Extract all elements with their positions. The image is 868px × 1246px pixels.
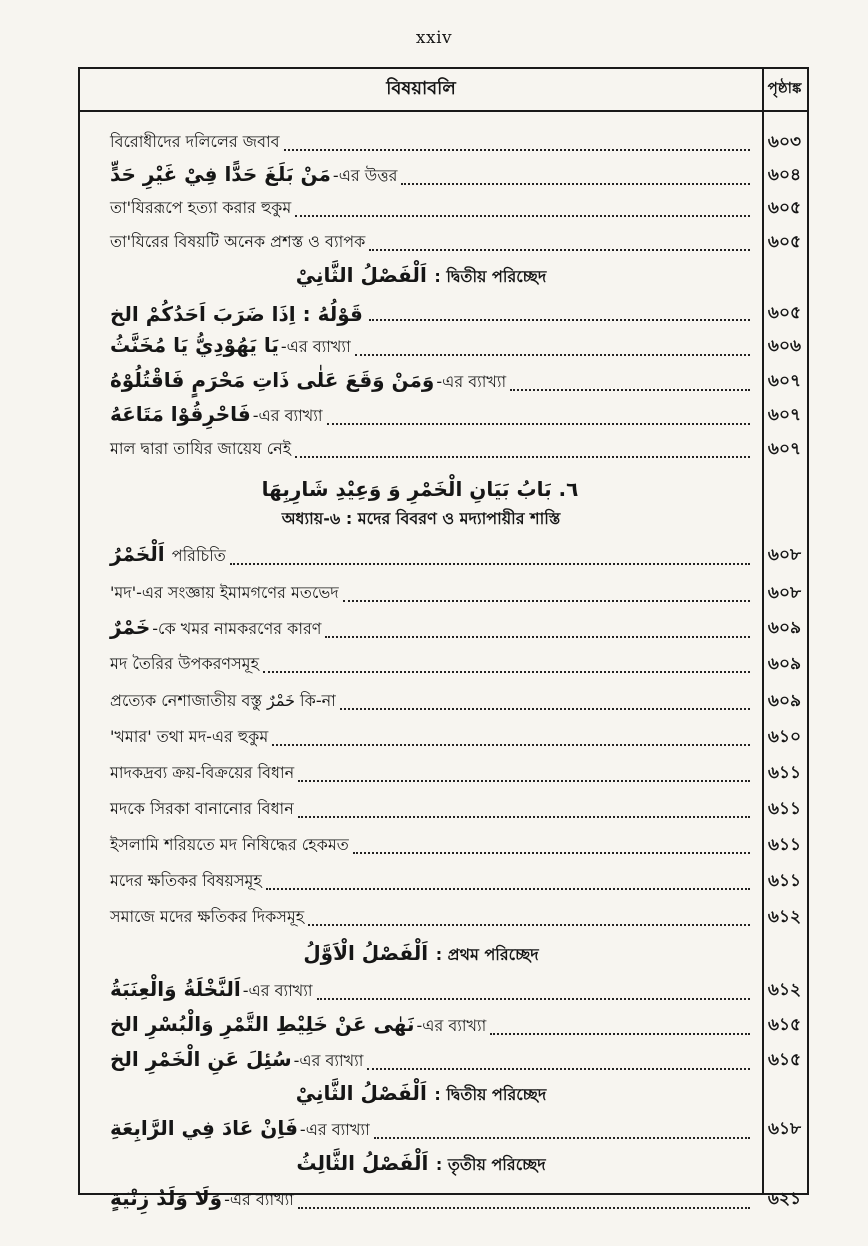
dot-leader <box>298 779 750 782</box>
entry-text <box>110 162 397 190</box>
entry-title <box>80 542 762 570</box>
dot-leader <box>298 815 750 818</box>
bengali-text: -এর ব্যাখ্যা <box>416 1015 487 1035</box>
toc-entry <box>80 974 807 1007</box>
entry-title <box>80 436 762 463</box>
entry-text <box>110 436 291 463</box>
bengali-text: -এর ব্যাখ্যা <box>299 1119 370 1139</box>
arabic-phrase: خَمْرٌ <box>110 614 151 639</box>
entry-text <box>110 333 351 361</box>
entry-title <box>80 129 762 156</box>
entry-title <box>80 1012 762 1040</box>
entry-page-number: ৬০৫ <box>767 197 802 218</box>
toc-entry <box>80 612 807 645</box>
bengali-text: : দ্বিতীয় পরিচ্ছেদ <box>428 267 547 286</box>
section-heading <box>80 1081 762 1109</box>
arabic-phrase: وَلَا وَلَدُ زِنْيَةٍ <box>110 1185 223 1210</box>
entry-text <box>110 977 313 1005</box>
entry-title <box>80 688 762 715</box>
entry-page-number: ৬১১ <box>767 870 802 891</box>
bengali-text: : দ্বিতীয় পরিচ্ছেদ <box>428 1085 547 1104</box>
entry-page-number: ৬১০ <box>767 726 802 747</box>
entry-text <box>110 368 506 396</box>
dot-leader <box>284 148 750 151</box>
entry-title <box>80 1186 762 1214</box>
entry-text <box>110 302 365 326</box>
bengali-text: সমাজে মদের ক্ষতিকর দিকসমূহ <box>110 907 305 926</box>
arabic-phrase: اَلنَّخْلَةُ وَالْعِنَبَةُ <box>110 976 241 1001</box>
bengali-text: -এর ব্যাখ্যা <box>252 405 323 425</box>
page-header: পৃষ্ঠাঙ্ক <box>767 79 802 97</box>
entry-text <box>110 651 259 678</box>
arabic-phrase: مَنْ بَلَغَ حَدًّا فِيْ غَيْرِ حَدٍّ <box>110 161 331 186</box>
toc-entry <box>80 126 807 159</box>
arabic-phrase: اَلْخَمْرُ <box>110 541 165 566</box>
arabic-phrase: نَهٰى عَنْ خَلِيْطِ التَّمْرِ وَالْبُسْرِ الخ <box>110 1011 415 1036</box>
dot-leader <box>343 599 750 602</box>
toc-entry <box>80 757 807 790</box>
entry-text <box>110 580 339 607</box>
entry-page-number: ৬০৭ <box>767 370 802 391</box>
toc-entry <box>80 1183 807 1216</box>
arabic-chapter-title: ٦. بَابُ بَيَانِ الْخَمْرِ وَ وَعِيْدِ شَارِبِهَا <box>261 477 579 501</box>
toc-entry <box>80 829 807 862</box>
bengali-text: বিরোধীদের দলিলের জবাব <box>110 132 280 151</box>
entry-title <box>80 1116 762 1144</box>
dot-leader <box>353 851 750 854</box>
entry-page-number: ৬০৭ <box>767 404 802 425</box>
entry-page-number: ৬১২ <box>767 979 802 1000</box>
entry-page-number: ৬০৮ <box>767 582 802 603</box>
chapter-title <box>80 477 762 501</box>
toc-entry <box>80 226 807 259</box>
toc-entry <box>80 1044 807 1077</box>
entry-title <box>80 651 762 678</box>
entry-page-number: ৬২১ <box>767 1188 802 1209</box>
bengali-text: মদকে সিরকা বানানোর বিধান <box>110 799 294 818</box>
arabic-phrase: يَا يَهُوْدِيُّ يَا مُخَنَّثُ <box>110 332 279 357</box>
entry-title <box>80 868 762 895</box>
entry-text <box>110 868 262 895</box>
chapter-subtitle: অধ্যায়-৬ : মদের বিবরণ ও মদ্যাপায়ীর শাস্তি <box>281 508 561 528</box>
entry-page-number: ৬০৮ <box>767 544 802 565</box>
entry-text <box>110 796 294 823</box>
section-heading <box>80 1151 762 1179</box>
entry-title <box>80 760 762 787</box>
entry-title <box>80 195 762 222</box>
bengali-text: তা'যিররূপে হত্যা করার হুকুম <box>110 198 292 217</box>
dot-leader <box>308 923 750 926</box>
table-header <box>80 69 807 112</box>
subjects-header: বিষয়াবলি <box>386 78 456 99</box>
bengali-text: প্রত্যেক নেশাজাতীয় বস্তু خَمْرٌ কি-না <box>110 691 336 710</box>
entry-text <box>110 724 268 751</box>
bengali-text: পরিচিতি <box>166 545 226 565</box>
bengali-text: মাদকদ্রব্য ক্রয়-বিক্রয়ের বিধান <box>110 763 295 782</box>
arabic-phrase: سُئِلَ عَنِ الْخَمْرِ الخ <box>110 1046 292 1071</box>
dot-leader <box>490 1032 750 1035</box>
dot-leader <box>266 887 750 890</box>
toc-entry <box>80 192 807 225</box>
dot-leader <box>374 1136 750 1139</box>
dot-leader <box>367 1067 750 1070</box>
dot-leader <box>327 422 750 425</box>
entry-text <box>110 229 365 256</box>
entry-page-number: ৬০৬ <box>767 335 802 356</box>
dot-leader <box>263 670 750 673</box>
entry-page-number: ৬০৯ <box>767 653 802 674</box>
entry-title <box>80 580 762 607</box>
dot-leader <box>295 214 750 217</box>
entry-title <box>80 302 762 326</box>
arabic-phrase: اَلْفَصْلُ الْاَوَّلُ <box>303 941 429 965</box>
toc-entry <box>80 901 807 934</box>
section-heading-row <box>80 1078 807 1112</box>
bengali-text: -এর উত্তর <box>332 165 398 185</box>
entry-title <box>80 832 762 859</box>
toc-entry <box>80 539 807 572</box>
entry-text <box>110 195 291 222</box>
bengali-text: মাল দ্বারা তাযির জায়েয নেই <box>110 439 292 458</box>
entry-page-number: ৬১৫ <box>767 1014 802 1035</box>
arabic-phrase: فَاحْرِقُوْا مَتَاعَهُ <box>110 401 251 426</box>
bengali-text: মদের ক্ষতিকর বিষয়সমূহ <box>110 871 262 890</box>
bengali-text: -এর ব্যাখ্যা <box>280 336 351 356</box>
entry-title <box>80 1047 762 1075</box>
entry-page-number: ৬১১ <box>767 762 802 783</box>
entry-page-number: ৬১৮ <box>767 1118 802 1139</box>
entry-page-number: ৬১২ <box>767 906 802 927</box>
chapter-heading-row <box>80 472 807 506</box>
entry-title <box>80 724 762 751</box>
entry-page-number: ৬১৫ <box>767 1049 802 1070</box>
entry-text <box>110 904 304 931</box>
entry-title <box>80 162 762 190</box>
bengali-text: 'খমার' তথা মদ-এর হুকুম <box>110 727 269 746</box>
toc-entry <box>80 365 807 398</box>
entry-text <box>110 1186 294 1214</box>
entry-title <box>80 615 762 643</box>
entry-text <box>110 1116 370 1144</box>
dot-leader <box>401 182 750 185</box>
section-heading <box>80 263 762 291</box>
arabic-phrase: اَلْفَصْلُ الثَّالِثُ <box>296 1151 429 1175</box>
toc-entry <box>80 297 807 330</box>
entry-text <box>110 760 294 787</box>
entry-page-number: ৬০৫ <box>767 302 802 323</box>
entry-page-number: ৬০৫ <box>767 231 802 252</box>
dot-leader <box>355 353 750 356</box>
dot-leader <box>369 248 750 251</box>
bengali-text: ইসলামি শরিয়তে মদ নিষিদ্ধের হেকমত <box>110 835 349 854</box>
toc-entry <box>80 159 807 192</box>
toc-entry <box>80 685 807 718</box>
arabic-phrase: اَلْفَصْلُ الثَّانِيْ <box>295 1081 427 1105</box>
entry-page-number: ৬১১ <box>767 834 802 855</box>
entry-text <box>110 615 321 643</box>
dot-leader <box>325 635 750 638</box>
bengali-text: -এর ব্যাখ্যা <box>242 980 313 1000</box>
toc-entry <box>80 1113 807 1146</box>
toc-entry <box>80 648 807 681</box>
bengali-text: মদ তৈরির উপকরণসমূহ <box>110 654 259 673</box>
table-of-contents <box>78 67 809 1210</box>
bengali-text: তা'যিরের বিষয়টি অনেক প্রশস্ত ও ব্যাপক <box>110 232 366 251</box>
dot-leader <box>340 707 750 710</box>
page-number: xxiv <box>415 28 453 48</box>
bengali-text: -এর ব্যাখ্যা <box>293 1050 364 1070</box>
entry-text <box>110 1047 363 1075</box>
arabic-phrase: فَاِنْ عَادَ فِي الرَّابِعَةِ <box>110 1115 298 1140</box>
arabic-phrase: وَمَنْ وَقَعَ عَلٰى ذَاتِ مَحْرَمٍ فَاقْتُلُوْهُ <box>110 367 435 392</box>
entry-title <box>80 904 762 931</box>
entry-title <box>80 229 762 256</box>
entry-page-number: ৬০৩ <box>767 131 802 152</box>
entry-page-number: ৬০৭ <box>767 438 802 459</box>
entry-page-number: ৬০৯ <box>767 617 802 638</box>
bengali-text: -এর ব্যাখ্যা <box>224 1189 294 1209</box>
arabic-phrase: قَوْلُهُ : اِذَا ضَرَبَ اَحَدُكُمْ الخ <box>110 301 363 326</box>
dot-leader <box>295 455 750 458</box>
entry-text <box>110 688 336 715</box>
entry-text <box>110 832 349 859</box>
entry-title <box>80 333 762 361</box>
entry-title <box>80 368 762 396</box>
entry-text <box>110 1012 486 1040</box>
entry-title <box>80 796 762 823</box>
dot-leader <box>272 743 750 746</box>
entry-text <box>110 402 323 430</box>
toc-entry <box>80 577 807 610</box>
dot-leader <box>317 997 750 1000</box>
toc-entry <box>80 330 807 363</box>
toc-entry <box>80 399 807 432</box>
toc-entry <box>80 865 807 898</box>
bengali-text: -কে খমর নামকরণের কারণ <box>152 618 322 638</box>
toc-entry <box>80 1009 807 1042</box>
toc-entry <box>80 793 807 826</box>
arabic-phrase: اَلْفَصْلُ الثَّانِيْ <box>295 263 427 287</box>
section-heading-row <box>80 938 807 972</box>
chapter-subtitle-row <box>80 504 807 534</box>
entry-title <box>80 977 762 1005</box>
section-heading-row <box>80 260 807 294</box>
entry-page-number: ৬০৯ <box>767 690 802 711</box>
bengali-text: : তৃতীয় পরিচ্ছেদ <box>430 1155 546 1174</box>
entry-title <box>80 402 762 430</box>
toc-entry <box>80 721 807 754</box>
bengali-text: 'মদ'-এর সংজ্ঞায় ইমামগণের মতভেদ <box>110 583 339 602</box>
dot-leader <box>510 388 750 391</box>
section-heading <box>80 941 762 969</box>
entry-page-number: ৬১১ <box>767 798 802 819</box>
toc-entry <box>80 433 807 466</box>
bengali-text: : প্রথম পরিচ্ছেদ <box>430 945 539 964</box>
dot-leader <box>230 562 750 565</box>
entry-page-number: ৬০৪ <box>767 164 802 185</box>
entry-text <box>110 129 280 156</box>
bengali-text: -এর ব্যাখ্যা <box>436 371 507 391</box>
dot-leader <box>298 1206 750 1209</box>
section-heading-row <box>80 1148 807 1182</box>
entry-text <box>110 542 226 570</box>
dot-leader <box>369 318 750 321</box>
